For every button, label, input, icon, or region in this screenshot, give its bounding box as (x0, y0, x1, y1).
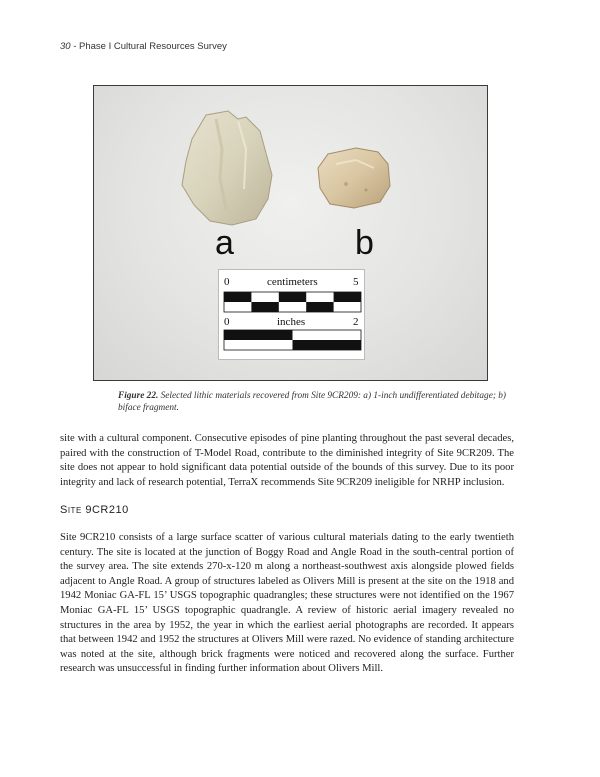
header-separator: - (70, 41, 80, 52)
inch-unit-label: inches (277, 316, 306, 328)
running-title: Phase I Cultural Resources Survey (79, 41, 227, 52)
cm-unit-label: centimeters (267, 276, 318, 288)
artifact-label-a: a (215, 224, 234, 262)
page-number: 30 (60, 41, 71, 52)
caption-text: Selected lithic materials recovered from Site 9CR209: a) 1-inch undifferentiated debitage; b) biface fragment. (118, 391, 506, 413)
body-paragraph-1: site with a cultural component. Consecutive episodes of pine planting throughout the past several decades, paired with the construction of T-Model Road, contribute to the diminished integrity of Site 9CR209. The site does not appear to hold significant data potential outside of the bounds of this survey. Due to its poor integrity and lack of research potential, TerraX recommends Site 9CR209 ineligible for NRHP inclusion. (60, 433, 514, 488)
caption-label: Figure 22. (118, 391, 159, 401)
section-heading: Site 9CR210 (60, 504, 129, 516)
inch-end-label: 2 (353, 316, 359, 328)
inch-start-label: 0 (224, 316, 230, 328)
running-header (60, 41, 227, 52)
artifact-label-b: b (355, 224, 374, 262)
biface-fragment-image (316, 146, 392, 210)
body-paragraph-2: Site 9CR210 consists of a large surface scatter of various cultural materials dating to the early twentieth century. The site is located at the junction of Boggy Road and Angle Road in the south-central portion of the survey area. The site extends 270-x-120 m along a northeast-southwest axis alongside plowed fields adjacent to Angle Road. A group of structures labeled as Olivers Mill is present at the site on the 1918 and 1942 Moniac GA-FL 15’ USGS topographic quadrangles; these structures were not identified on the 1967 Moniac GA-FL 15’ USGS topographic quadrangle. A review of historic aerial imagery revealed no structures in the area by 1952, the year in which the earliest aerial photographs are recorded. It appears that between 1942 and 1952 the structures at Olivers Mill were razed. No evidence of standing architecture was noted at the site, although brick fragments were noticed and recovered along the surface. Further research was unsuccessful in finding further information about Olivers Mill. (60, 532, 514, 675)
debitage-artifact-image (176, 109, 274, 227)
cm-start-label: 0 (224, 276, 230, 288)
scale-bar (218, 269, 365, 360)
cm-end-label: 5 (353, 276, 359, 288)
figure-caption (118, 390, 508, 414)
artifact-photograph (93, 85, 488, 381)
